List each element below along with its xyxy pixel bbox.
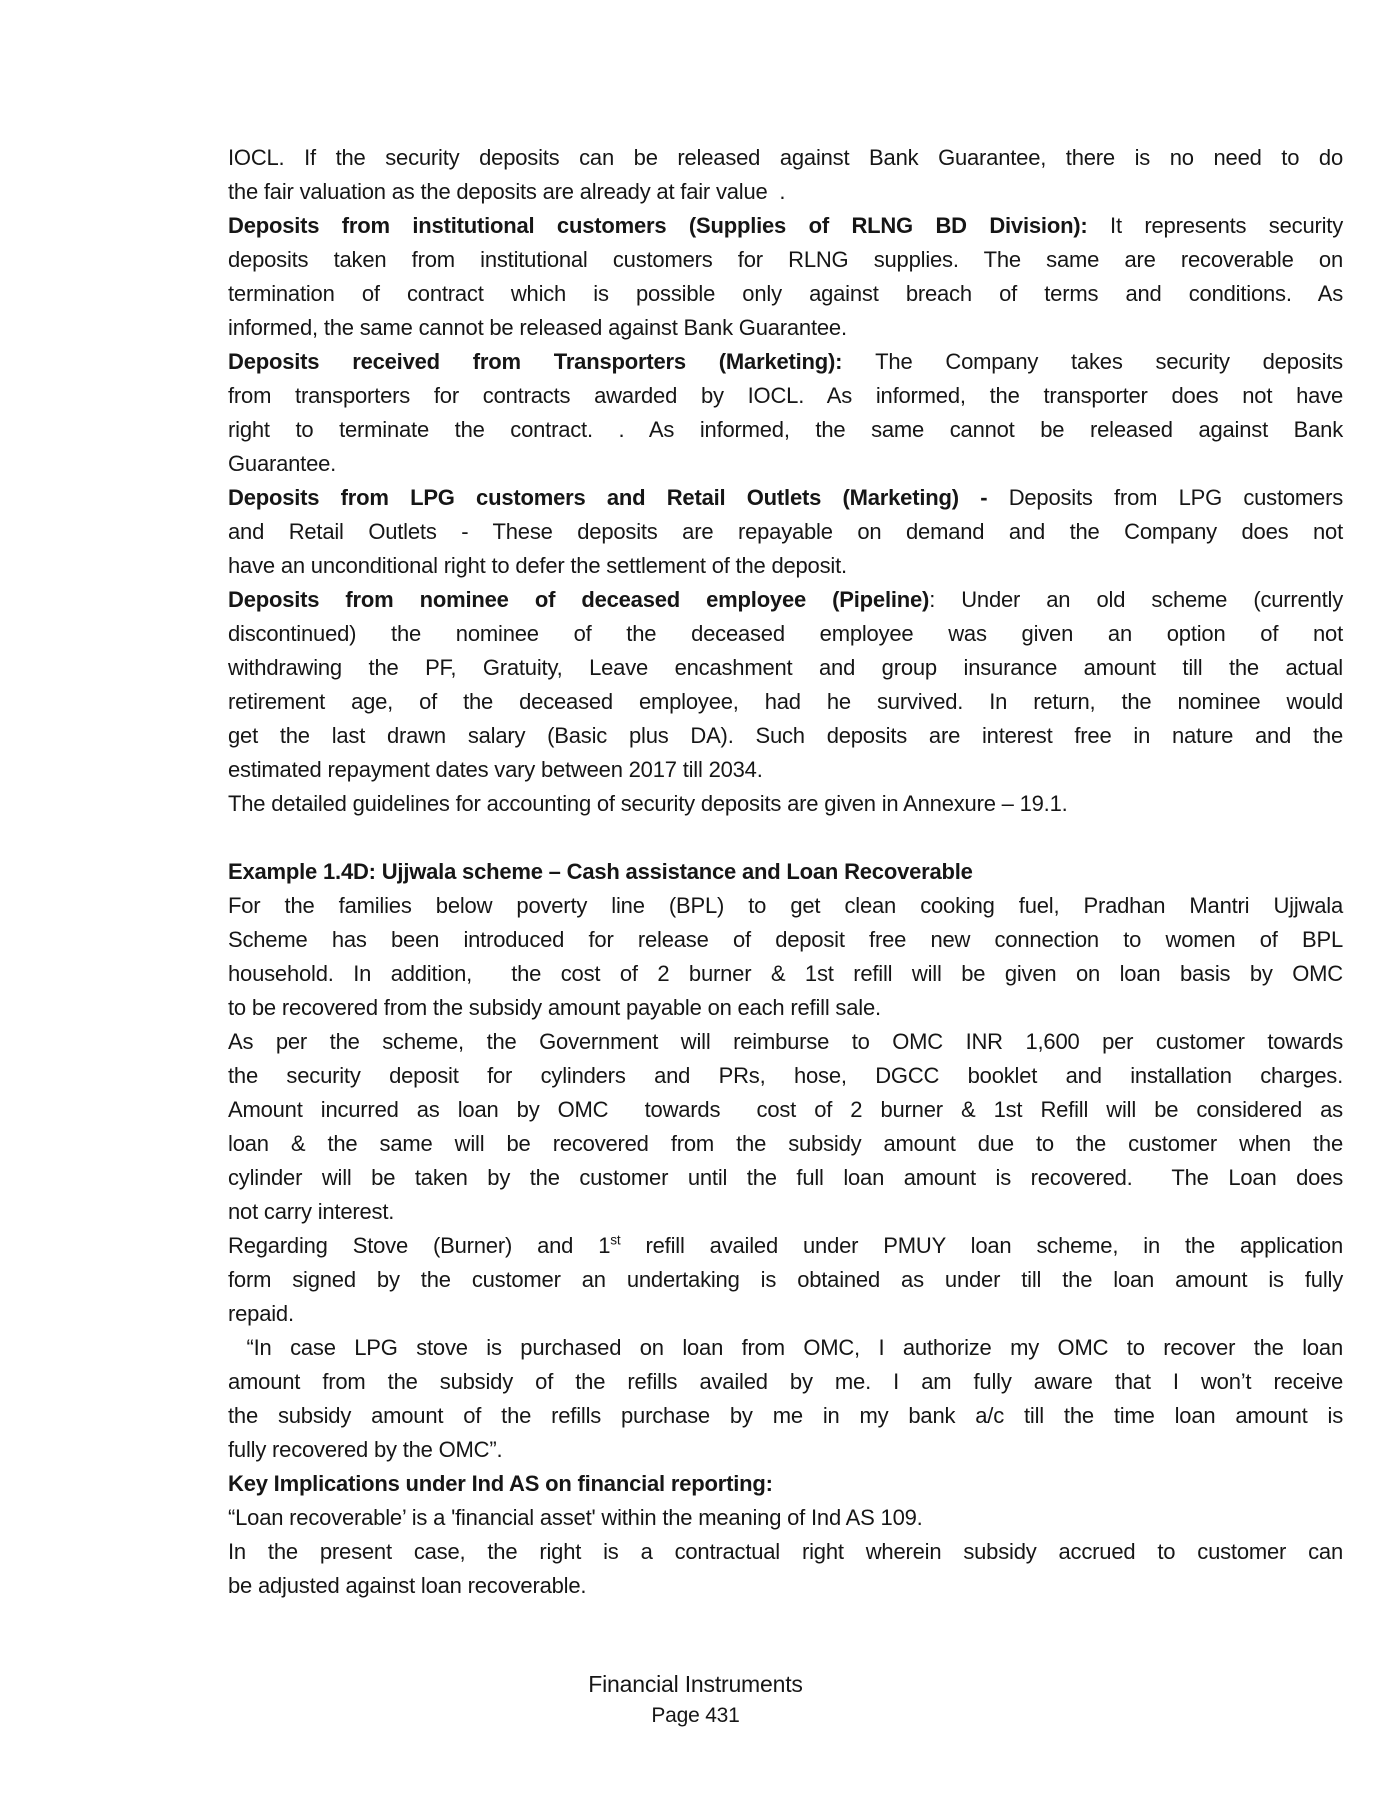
text-line — [228, 447, 1343, 481]
footer-title: Financial Instruments — [588, 1671, 803, 1697]
text-line — [228, 141, 1343, 175]
text-run: be adjusted against loan recoverable. — [228, 1573, 587, 1598]
text-run: not carry interest. — [228, 1199, 395, 1224]
text-run: to be recovered from the subsidy amount payable on each refill sale. — [228, 995, 881, 1020]
text-run: household. In addition, the cost of 2 burner & 1st refill will be given on loan basis by OMC — [228, 961, 1343, 986]
text-run: withdrawing the PF, Gratuity, Leave encashment and group insurance amount till the actual — [228, 655, 1343, 680]
text-run: cylinder will be taken by the customer until the full loan amount is recovered. The Loan does — [228, 1165, 1343, 1190]
text-line — [228, 481, 1343, 515]
section-heading — [228, 1467, 1343, 1501]
text-line — [228, 243, 1343, 277]
text-run: discontinued) the nominee of the deceased employee was given an option of not — [228, 621, 1343, 646]
text-run: right to terminate the contract. . As informed, the same cannot be released against Bank — [228, 417, 1343, 442]
superscript-run: st — [610, 1232, 621, 1248]
text-line — [228, 787, 1343, 821]
text-line — [228, 175, 1343, 209]
text-line — [228, 413, 1343, 447]
text-run: repaid. — [228, 1301, 294, 1326]
text-run: : Under an old scheme (currently — [929, 587, 1343, 612]
text-line — [228, 1059, 1343, 1093]
text-line — [228, 991, 1343, 1025]
text-line — [228, 583, 1343, 617]
text-line — [228, 209, 1343, 243]
section-heading — [228, 855, 1343, 889]
text-line — [228, 1229, 1343, 1263]
bold-text-run: Deposits received from Transporters (Marketing): — [228, 349, 843, 374]
text-run: Scheme has been introduced for release of deposit free new connection to women of BPL — [228, 927, 1343, 952]
text-run: have an unconditional right to defer the settlement of the deposit. — [228, 553, 847, 578]
text-run: The detailed guidelines for accounting of security deposits are given in Annexure – 19.1. — [228, 791, 1068, 816]
text-run: the fair valuation as the deposits are already at fair value . — [228, 179, 786, 204]
text-run: Deposits from LPG customers — [1008, 485, 1344, 510]
bold-text-run: Deposits from nominee of deceased employee (Pipeline) — [228, 587, 930, 612]
bold-text-run: Deposits from LPG customers and Retail Outlets (Marketing) - — [228, 485, 1009, 510]
text-run: In the present case, the right is a contractual right wherein subsidy accrued to customer can — [228, 1539, 1343, 1564]
text-line — [228, 1365, 1343, 1399]
text-run: get the last drawn salary (Basic plus DA). Such deposits are interest free in nature and the — [228, 723, 1343, 748]
text-line — [228, 651, 1343, 685]
page-footer — [0, 1668, 1391, 1730]
text-line — [228, 719, 1343, 753]
text-run: Regarding Stove (Burner) and 1 — [228, 1233, 611, 1258]
text-line — [228, 1535, 1343, 1569]
text-run: informed, the same cannot be released against Bank Guarantee. — [228, 315, 847, 340]
text-run: For the families below poverty line (BPL) to get clean cooking fuel, Pradhan Mantri Ujjwala — [228, 893, 1343, 918]
text-line — [228, 1297, 1343, 1331]
blank-line — [228, 821, 1343, 855]
text-line — [228, 1399, 1343, 1433]
text-line — [228, 1569, 1343, 1603]
text-run: and Retail Outlets - These deposits are repayable on demand and the Company does not — [228, 519, 1343, 544]
text-run: the security deposit for cylinders and PRs, hose, DGCC booklet and installation charges. — [228, 1063, 1343, 1088]
bold-text-run: Example 1.4D: Ujjwala scheme – Cash assistance and Loan Recoverable — [228, 859, 973, 884]
text-line — [228, 1263, 1343, 1297]
text-run: form signed by the customer an undertaking is obtained as under till the loan amount is fully — [228, 1267, 1343, 1292]
text-line — [228, 1195, 1343, 1229]
text-line — [228, 549, 1343, 583]
text-run: IOCL. If the security deposits can be released against Bank Guarantee, there is no need to do — [228, 145, 1343, 170]
text-line — [228, 1501, 1343, 1535]
bold-text-run: Deposits from institutional customers (Supplies of RLNG BD Division): — [228, 213, 1088, 238]
text-line — [228, 1161, 1343, 1195]
bold-text-run: Key Implications under Ind AS on financial reporting: — [228, 1471, 773, 1496]
text-line — [228, 957, 1343, 991]
text-run: “Loan recoverable’ is a 'financial asset' within the meaning of Ind AS 109. — [228, 1505, 923, 1530]
text-line — [228, 1433, 1343, 1467]
text-run: refill availed under PMUY loan scheme, in the application — [620, 1233, 1343, 1258]
text-line — [228, 1127, 1343, 1161]
text-run: fully recovered by the OMC”. — [228, 1437, 503, 1462]
text-line — [228, 345, 1343, 379]
text-run: deposits taken from institutional customers for RLNG supplies. The same are recoverable on — [228, 247, 1343, 272]
text-run: termination of contract which is possible only against breach of terms and conditions. As — [228, 281, 1343, 306]
text-line — [228, 379, 1343, 413]
text-run: loan & the same will be recovered from the subsidy amount due to the customer when the — [228, 1131, 1343, 1156]
text-line — [228, 277, 1343, 311]
text-line — [228, 1331, 1343, 1365]
text-run: from transporters for contracts awarded by IOCL. As informed, the transporter does not have — [228, 383, 1343, 408]
text-run: Amount incurred as loan by OMC towards cost of 2 burner & 1st Refill will be considered as — [228, 1097, 1343, 1122]
text-run: It represents security — [1087, 213, 1344, 238]
text-line — [228, 685, 1343, 719]
text-line — [228, 1093, 1343, 1127]
text-run: amount from the subsidy of the refills availed by me. I am fully aware that I won’t receive — [228, 1369, 1343, 1394]
text-line — [228, 617, 1343, 651]
text-line — [228, 889, 1343, 923]
text-run: Guarantee. — [228, 451, 337, 476]
text-run: the subsidy amount of the refills purchase by me in my bank a/c till the time loan amount is — [228, 1403, 1343, 1428]
footer-page-number: Page 431 — [651, 1704, 740, 1727]
text-line — [228, 923, 1343, 957]
text-run: “In case LPG stove is purchased on loan from OMC, I authorize my OMC to recover the loan — [228, 1335, 1343, 1360]
text-run: As per the scheme, the Government will reimburse to OMC INR 1,600 per customer towards — [228, 1029, 1343, 1054]
text-run: estimated repayment dates vary between 2017 till 2034. — [228, 757, 763, 782]
text-run: The Company takes security deposits — [842, 349, 1343, 374]
text-line — [228, 515, 1343, 549]
text-line — [228, 753, 1343, 787]
text-line — [228, 311, 1343, 345]
document-body — [228, 141, 1343, 1603]
text-run: retirement age, of the deceased employee, had he survived. In return, the nominee would — [228, 689, 1343, 714]
text-line — [228, 1025, 1343, 1059]
